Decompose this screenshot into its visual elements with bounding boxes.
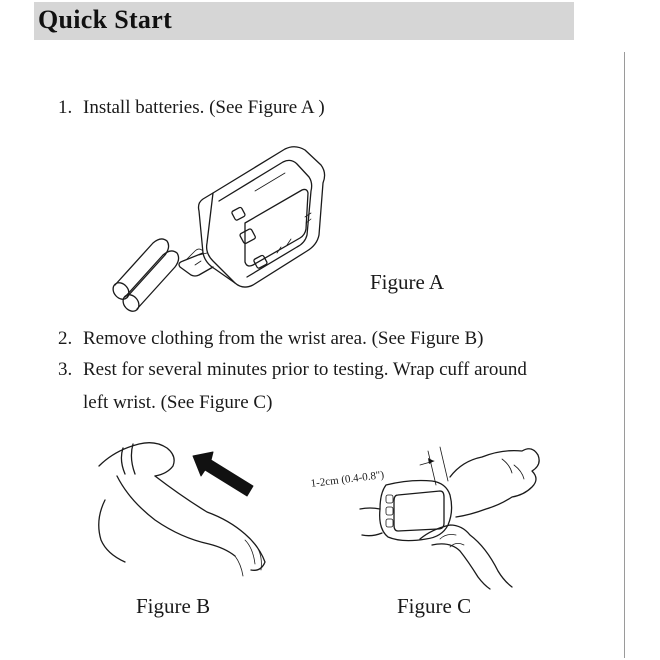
arm-drawing	[99, 443, 265, 576]
step-1-text: Install batteries. (See Figure A )	[83, 97, 325, 118]
page-title: Quick Start	[38, 5, 173, 34]
step-3-text: Rest for several minutes prior to testing. Wrap cuff around	[83, 359, 527, 380]
step-3-continuation: left wrist. (See Figure C)	[83, 392, 273, 413]
step-3-number: 3.	[58, 359, 73, 380]
figure-b-caption: Figure B	[136, 594, 211, 618]
step-1-number: 1.	[58, 97, 73, 118]
figure-c-caption: Figure C	[397, 594, 472, 618]
measurement-guide-drawing	[420, 447, 448, 485]
figure-c-measurement-label: 1-2cm (0.4-0.8")	[310, 469, 385, 490]
hand-with-cuff-drawing	[360, 449, 539, 589]
direction-arrow-drawing	[193, 452, 253, 496]
figure-a-illustration	[95, 135, 305, 315]
figure-b-illustration	[85, 430, 270, 580]
figure-a-caption: Figure A	[370, 270, 445, 294]
page-margin-rule	[624, 52, 625, 658]
batteries-drawing	[110, 239, 179, 314]
step-2-number: 2.	[58, 328, 73, 349]
blood-pressure-monitor-drawing	[179, 147, 325, 287]
step-2-text: Remove clothing from the wrist area. (See Figure B)	[83, 328, 484, 349]
figure-c-illustration	[300, 425, 548, 590]
